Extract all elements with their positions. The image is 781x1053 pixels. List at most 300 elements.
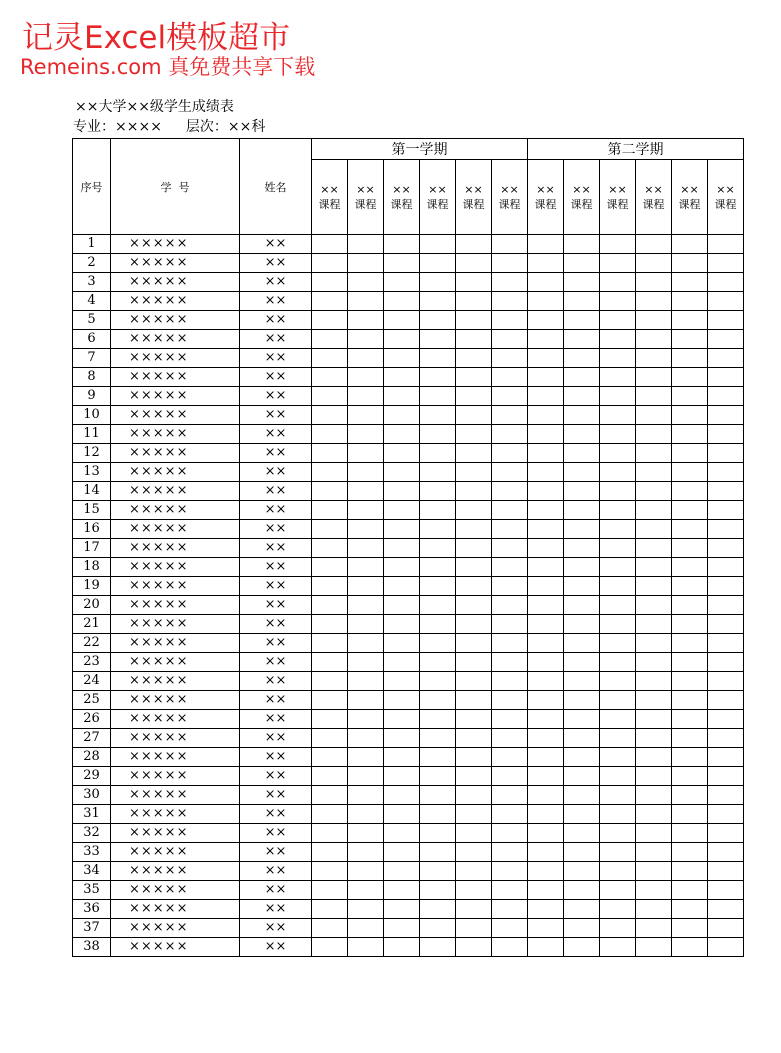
grade-cell[interactable] xyxy=(420,653,456,672)
grade-cell[interactable] xyxy=(672,729,708,748)
grade-cell[interactable] xyxy=(564,330,600,349)
row-index[interactable]: 15 xyxy=(73,501,111,520)
row-index[interactable]: 5 xyxy=(73,311,111,330)
grade-cell[interactable] xyxy=(600,748,636,767)
grade-cell[interactable] xyxy=(528,672,564,691)
grade-cell[interactable] xyxy=(348,615,384,634)
row-index[interactable]: 6 xyxy=(73,330,111,349)
grade-cell[interactable] xyxy=(312,387,348,406)
grade-cell[interactable] xyxy=(528,406,564,425)
grade-cell[interactable] xyxy=(384,672,420,691)
row-student-name[interactable]: ×× xyxy=(240,710,312,729)
grade-cell[interactable] xyxy=(348,539,384,558)
grade-cell[interactable] xyxy=(564,824,600,843)
row-student-id[interactable]: ××××× xyxy=(111,311,240,330)
grade-cell[interactable] xyxy=(528,691,564,710)
grade-cell[interactable] xyxy=(600,843,636,862)
grade-cell[interactable] xyxy=(456,254,492,273)
row-student-name[interactable]: ×× xyxy=(240,368,312,387)
grade-cell[interactable] xyxy=(492,843,528,862)
grade-cell[interactable] xyxy=(708,406,744,425)
grade-cell[interactable] xyxy=(384,805,420,824)
row-index[interactable]: 33 xyxy=(73,843,111,862)
grade-cell[interactable] xyxy=(600,330,636,349)
grade-cell[interactable] xyxy=(348,938,384,957)
grade-cell[interactable] xyxy=(420,691,456,710)
row-student-name[interactable]: ×× xyxy=(240,444,312,463)
grade-cell[interactable] xyxy=(600,387,636,406)
grade-cell[interactable] xyxy=(348,501,384,520)
grade-cell[interactable] xyxy=(600,767,636,786)
grade-cell[interactable] xyxy=(384,615,420,634)
grade-cell[interactable] xyxy=(492,729,528,748)
grade-cell[interactable] xyxy=(456,900,492,919)
grade-cell[interactable] xyxy=(528,843,564,862)
grade-cell[interactable] xyxy=(348,311,384,330)
grade-cell[interactable] xyxy=(564,254,600,273)
grade-cell[interactable] xyxy=(600,596,636,615)
grade-cell[interactable] xyxy=(456,881,492,900)
row-index[interactable]: 12 xyxy=(73,444,111,463)
grade-cell[interactable] xyxy=(456,938,492,957)
grade-cell[interactable] xyxy=(636,691,672,710)
grade-cell[interactable] xyxy=(312,824,348,843)
grade-cell[interactable] xyxy=(492,824,528,843)
grade-cell[interactable] xyxy=(312,919,348,938)
grade-cell[interactable] xyxy=(348,425,384,444)
grade-cell[interactable] xyxy=(384,311,420,330)
grade-cell[interactable] xyxy=(636,748,672,767)
grade-cell[interactable] xyxy=(384,406,420,425)
grade-cell[interactable] xyxy=(420,672,456,691)
grade-cell[interactable] xyxy=(384,786,420,805)
grade-cell[interactable] xyxy=(528,900,564,919)
grade-cell[interactable] xyxy=(348,653,384,672)
grade-cell[interactable] xyxy=(456,349,492,368)
row-student-name[interactable]: ×× xyxy=(240,596,312,615)
grade-cell[interactable] xyxy=(456,748,492,767)
grade-cell[interactable] xyxy=(564,900,600,919)
row-index[interactable]: 11 xyxy=(73,425,111,444)
grade-cell[interactable] xyxy=(600,900,636,919)
grade-cell[interactable] xyxy=(636,311,672,330)
row-index[interactable]: 8 xyxy=(73,368,111,387)
grade-cell[interactable] xyxy=(456,634,492,653)
row-index[interactable]: 21 xyxy=(73,615,111,634)
grade-cell[interactable] xyxy=(348,482,384,501)
grade-cell[interactable] xyxy=(456,406,492,425)
grade-cell[interactable] xyxy=(528,254,564,273)
grade-cell[interactable] xyxy=(492,881,528,900)
row-student-name[interactable]: ×× xyxy=(240,520,312,539)
grade-cell[interactable] xyxy=(312,748,348,767)
row-student-name[interactable]: ×× xyxy=(240,539,312,558)
row-index[interactable]: 30 xyxy=(73,786,111,805)
grade-cell[interactable] xyxy=(708,824,744,843)
grade-cell[interactable] xyxy=(528,273,564,292)
grade-cell[interactable] xyxy=(672,881,708,900)
grade-cell[interactable] xyxy=(636,330,672,349)
grade-cell[interactable] xyxy=(708,235,744,254)
grade-cell[interactable] xyxy=(384,292,420,311)
grade-cell[interactable] xyxy=(492,862,528,881)
grade-cell[interactable] xyxy=(456,558,492,577)
row-index[interactable]: 22 xyxy=(73,634,111,653)
grade-cell[interactable] xyxy=(708,691,744,710)
grade-cell[interactable] xyxy=(528,558,564,577)
grade-cell[interactable] xyxy=(312,577,348,596)
grade-cell[interactable] xyxy=(456,653,492,672)
grade-cell[interactable] xyxy=(708,634,744,653)
grade-cell[interactable] xyxy=(456,482,492,501)
grade-cell[interactable] xyxy=(636,634,672,653)
grade-cell[interactable] xyxy=(348,254,384,273)
grade-cell[interactable] xyxy=(564,672,600,691)
row-student-name[interactable]: ×× xyxy=(240,387,312,406)
grade-cell[interactable] xyxy=(528,520,564,539)
grade-cell[interactable] xyxy=(384,463,420,482)
grade-cell[interactable] xyxy=(348,805,384,824)
grade-cell[interactable] xyxy=(420,444,456,463)
grade-cell[interactable] xyxy=(672,748,708,767)
grade-cell[interactable] xyxy=(672,824,708,843)
grade-cell[interactable] xyxy=(636,368,672,387)
grade-cell[interactable] xyxy=(708,596,744,615)
grade-cell[interactable] xyxy=(672,539,708,558)
grade-cell[interactable] xyxy=(672,292,708,311)
row-student-name[interactable]: ×× xyxy=(240,330,312,349)
grade-cell[interactable] xyxy=(420,843,456,862)
grade-cell[interactable] xyxy=(348,824,384,843)
grade-cell[interactable] xyxy=(600,862,636,881)
row-student-name[interactable]: ×× xyxy=(240,577,312,596)
grade-cell[interactable] xyxy=(528,805,564,824)
grade-cell[interactable] xyxy=(384,349,420,368)
grade-cell[interactable] xyxy=(456,368,492,387)
grade-cell[interactable] xyxy=(564,919,600,938)
grade-cell[interactable] xyxy=(456,729,492,748)
grade-cell[interactable] xyxy=(528,368,564,387)
row-student-name[interactable]: ×× xyxy=(240,805,312,824)
grade-cell[interactable] xyxy=(636,387,672,406)
grade-cell[interactable] xyxy=(420,406,456,425)
row-student-name[interactable]: ×× xyxy=(240,900,312,919)
grade-cell[interactable] xyxy=(528,292,564,311)
grade-cell[interactable] xyxy=(636,425,672,444)
grade-cell[interactable] xyxy=(600,710,636,729)
grade-cell[interactable] xyxy=(528,710,564,729)
grade-cell[interactable] xyxy=(528,824,564,843)
grade-cell[interactable] xyxy=(384,767,420,786)
grade-cell[interactable] xyxy=(348,634,384,653)
row-student-name[interactable]: ×× xyxy=(240,558,312,577)
grade-cell[interactable] xyxy=(312,292,348,311)
row-student-name[interactable]: ×× xyxy=(240,311,312,330)
grade-cell[interactable] xyxy=(708,482,744,501)
grade-cell[interactable] xyxy=(384,938,420,957)
grade-cell[interactable] xyxy=(384,558,420,577)
grade-cell[interactable] xyxy=(348,387,384,406)
grade-cell[interactable] xyxy=(420,368,456,387)
grade-cell[interactable] xyxy=(456,311,492,330)
grade-cell[interactable] xyxy=(492,444,528,463)
grade-cell[interactable] xyxy=(348,862,384,881)
grade-cell[interactable] xyxy=(708,330,744,349)
grade-cell[interactable] xyxy=(348,330,384,349)
row-student-name[interactable]: ×× xyxy=(240,482,312,501)
grade-cell[interactable] xyxy=(456,387,492,406)
grade-cell[interactable] xyxy=(312,520,348,539)
row-index[interactable]: 2 xyxy=(73,254,111,273)
grade-cell[interactable] xyxy=(672,900,708,919)
row-index[interactable]: 29 xyxy=(73,767,111,786)
grade-cell[interactable] xyxy=(708,767,744,786)
grade-cell[interactable] xyxy=(672,235,708,254)
grade-cell[interactable] xyxy=(528,311,564,330)
grade-cell[interactable] xyxy=(420,824,456,843)
row-student-name[interactable]: ×× xyxy=(240,653,312,672)
grade-cell[interactable] xyxy=(312,254,348,273)
row-student-name[interactable]: ×× xyxy=(240,235,312,254)
grade-cell[interactable] xyxy=(708,938,744,957)
grade-cell[interactable] xyxy=(636,767,672,786)
grade-cell[interactable] xyxy=(672,520,708,539)
grade-cell[interactable] xyxy=(708,368,744,387)
grade-cell[interactable] xyxy=(636,672,672,691)
row-index[interactable]: 9 xyxy=(73,387,111,406)
grade-cell[interactable] xyxy=(564,862,600,881)
grade-cell[interactable] xyxy=(384,748,420,767)
row-student-id[interactable]: ××××× xyxy=(111,919,240,938)
grade-cell[interactable] xyxy=(348,520,384,539)
grade-cell[interactable] xyxy=(528,235,564,254)
grade-cell[interactable] xyxy=(312,330,348,349)
grade-cell[interactable] xyxy=(312,862,348,881)
grade-cell[interactable] xyxy=(600,539,636,558)
grade-cell[interactable] xyxy=(348,463,384,482)
grade-cell[interactable] xyxy=(348,292,384,311)
grade-cell[interactable] xyxy=(672,463,708,482)
grade-cell[interactable] xyxy=(384,254,420,273)
grade-cell[interactable] xyxy=(348,729,384,748)
grade-cell[interactable] xyxy=(312,539,348,558)
grade-cell[interactable] xyxy=(384,444,420,463)
grade-cell[interactable] xyxy=(708,463,744,482)
grade-cell[interactable] xyxy=(672,786,708,805)
grade-cell[interactable] xyxy=(708,501,744,520)
row-student-name[interactable]: ×× xyxy=(240,843,312,862)
grade-cell[interactable] xyxy=(420,729,456,748)
grade-cell[interactable] xyxy=(384,862,420,881)
grade-cell[interactable] xyxy=(672,767,708,786)
grade-cell[interactable] xyxy=(348,349,384,368)
grade-cell[interactable] xyxy=(456,596,492,615)
grade-cell[interactable] xyxy=(708,919,744,938)
grade-cell[interactable] xyxy=(528,330,564,349)
grade-cell[interactable] xyxy=(564,748,600,767)
grade-cell[interactable] xyxy=(708,748,744,767)
grade-cell[interactable] xyxy=(600,482,636,501)
grade-cell[interactable] xyxy=(456,615,492,634)
grade-cell[interactable] xyxy=(564,520,600,539)
grade-cell[interactable] xyxy=(492,330,528,349)
row-student-name[interactable]: ×× xyxy=(240,292,312,311)
grade-cell[interactable] xyxy=(564,273,600,292)
grade-cell[interactable] xyxy=(492,501,528,520)
row-student-id[interactable]: ××××× xyxy=(111,520,240,539)
grade-cell[interactable] xyxy=(420,900,456,919)
grade-cell[interactable] xyxy=(708,539,744,558)
grade-cell[interactable] xyxy=(636,539,672,558)
grade-cell[interactable] xyxy=(564,311,600,330)
grade-cell[interactable] xyxy=(384,881,420,900)
row-student-id[interactable]: ××××× xyxy=(111,273,240,292)
grade-cell[interactable] xyxy=(636,653,672,672)
grade-cell[interactable] xyxy=(492,463,528,482)
grade-cell[interactable] xyxy=(492,634,528,653)
row-student-name[interactable]: ×× xyxy=(240,786,312,805)
grade-cell[interactable] xyxy=(600,919,636,938)
grade-cell[interactable] xyxy=(672,406,708,425)
grade-cell[interactable] xyxy=(672,444,708,463)
grade-cell[interactable] xyxy=(672,615,708,634)
grade-cell[interactable] xyxy=(708,520,744,539)
grade-cell[interactable] xyxy=(456,425,492,444)
grade-cell[interactable] xyxy=(564,691,600,710)
row-student-id[interactable]: ××××× xyxy=(111,368,240,387)
grade-cell[interactable] xyxy=(492,938,528,957)
grade-cell[interactable] xyxy=(384,900,420,919)
row-student-id[interactable]: ××××× xyxy=(111,900,240,919)
grade-cell[interactable] xyxy=(564,425,600,444)
grade-cell[interactable] xyxy=(456,786,492,805)
grade-cell[interactable] xyxy=(348,748,384,767)
grade-cell[interactable] xyxy=(636,520,672,539)
grade-cell[interactable] xyxy=(312,349,348,368)
grade-cell[interactable] xyxy=(672,862,708,881)
grade-cell[interactable] xyxy=(312,368,348,387)
grade-cell[interactable] xyxy=(348,273,384,292)
grade-cell[interactable] xyxy=(492,691,528,710)
grade-cell[interactable] xyxy=(636,444,672,463)
row-student-id[interactable]: ××××× xyxy=(111,425,240,444)
grade-cell[interactable] xyxy=(492,254,528,273)
row-index[interactable]: 7 xyxy=(73,349,111,368)
grade-cell[interactable] xyxy=(492,558,528,577)
row-index[interactable]: 38 xyxy=(73,938,111,957)
grade-cell[interactable] xyxy=(564,653,600,672)
grade-cell[interactable] xyxy=(708,425,744,444)
grade-cell[interactable] xyxy=(456,710,492,729)
grade-cell[interactable] xyxy=(348,691,384,710)
row-student-id[interactable]: ××××× xyxy=(111,805,240,824)
grade-cell[interactable] xyxy=(420,710,456,729)
grade-cell[interactable] xyxy=(312,444,348,463)
grade-cell[interactable] xyxy=(312,767,348,786)
row-student-id[interactable]: ××××× xyxy=(111,653,240,672)
grade-cell[interactable] xyxy=(528,881,564,900)
row-student-id[interactable]: ××××× xyxy=(111,672,240,691)
grade-cell[interactable] xyxy=(420,558,456,577)
grade-cell[interactable] xyxy=(564,710,600,729)
grade-cell[interactable] xyxy=(384,425,420,444)
grade-cell[interactable] xyxy=(312,273,348,292)
grade-cell[interactable] xyxy=(600,881,636,900)
grade-cell[interactable] xyxy=(672,843,708,862)
row-index[interactable]: 23 xyxy=(73,653,111,672)
grade-cell[interactable] xyxy=(600,558,636,577)
grade-cell[interactable] xyxy=(492,653,528,672)
grade-cell[interactable] xyxy=(528,444,564,463)
grade-cell[interactable] xyxy=(420,425,456,444)
grade-cell[interactable] xyxy=(708,558,744,577)
grade-cell[interactable] xyxy=(636,501,672,520)
grade-cell[interactable] xyxy=(384,482,420,501)
row-index[interactable]: 13 xyxy=(73,463,111,482)
grade-cell[interactable] xyxy=(564,501,600,520)
grade-cell[interactable] xyxy=(636,710,672,729)
grade-cell[interactable] xyxy=(672,691,708,710)
grade-cell[interactable] xyxy=(528,634,564,653)
row-student-name[interactable]: ×× xyxy=(240,425,312,444)
grade-cell[interactable] xyxy=(492,520,528,539)
grade-cell[interactable] xyxy=(384,520,420,539)
grade-cell[interactable] xyxy=(420,919,456,938)
grade-cell[interactable] xyxy=(312,843,348,862)
grade-cell[interactable] xyxy=(456,824,492,843)
grade-cell[interactable] xyxy=(636,596,672,615)
grade-cell[interactable] xyxy=(708,710,744,729)
row-index[interactable]: 3 xyxy=(73,273,111,292)
row-student-id[interactable]: ××××× xyxy=(111,406,240,425)
grade-cell[interactable] xyxy=(492,235,528,254)
grade-cell[interactable] xyxy=(564,786,600,805)
grade-cell[interactable] xyxy=(420,938,456,957)
row-student-name[interactable]: ×× xyxy=(240,938,312,957)
grade-cell[interactable] xyxy=(528,482,564,501)
grade-cell[interactable] xyxy=(456,577,492,596)
row-student-name[interactable]: ×× xyxy=(240,748,312,767)
row-index[interactable]: 10 xyxy=(73,406,111,425)
grade-cell[interactable] xyxy=(420,615,456,634)
grade-cell[interactable] xyxy=(528,425,564,444)
grade-cell[interactable] xyxy=(420,539,456,558)
row-student-name[interactable]: ×× xyxy=(240,273,312,292)
grade-cell[interactable] xyxy=(456,235,492,254)
grade-cell[interactable] xyxy=(708,311,744,330)
grade-cell[interactable] xyxy=(420,254,456,273)
grade-cell[interactable] xyxy=(636,805,672,824)
row-student-id[interactable]: ××××× xyxy=(111,235,240,254)
row-student-id[interactable]: ××××× xyxy=(111,387,240,406)
grade-cell[interactable] xyxy=(600,406,636,425)
grade-cell[interactable] xyxy=(312,938,348,957)
row-student-id[interactable]: ××××× xyxy=(111,501,240,520)
grade-cell[interactable] xyxy=(528,938,564,957)
grade-cell[interactable] xyxy=(600,368,636,387)
grade-cell[interactable] xyxy=(564,596,600,615)
grade-cell[interactable] xyxy=(348,235,384,254)
grade-cell[interactable] xyxy=(456,273,492,292)
row-index[interactable]: 18 xyxy=(73,558,111,577)
row-index[interactable]: 25 xyxy=(73,691,111,710)
grade-cell[interactable] xyxy=(456,691,492,710)
row-student-name[interactable]: ×× xyxy=(240,767,312,786)
grade-cell[interactable] xyxy=(312,501,348,520)
grade-cell[interactable] xyxy=(420,520,456,539)
row-student-id[interactable]: ××××× xyxy=(111,824,240,843)
grade-cell[interactable] xyxy=(312,881,348,900)
